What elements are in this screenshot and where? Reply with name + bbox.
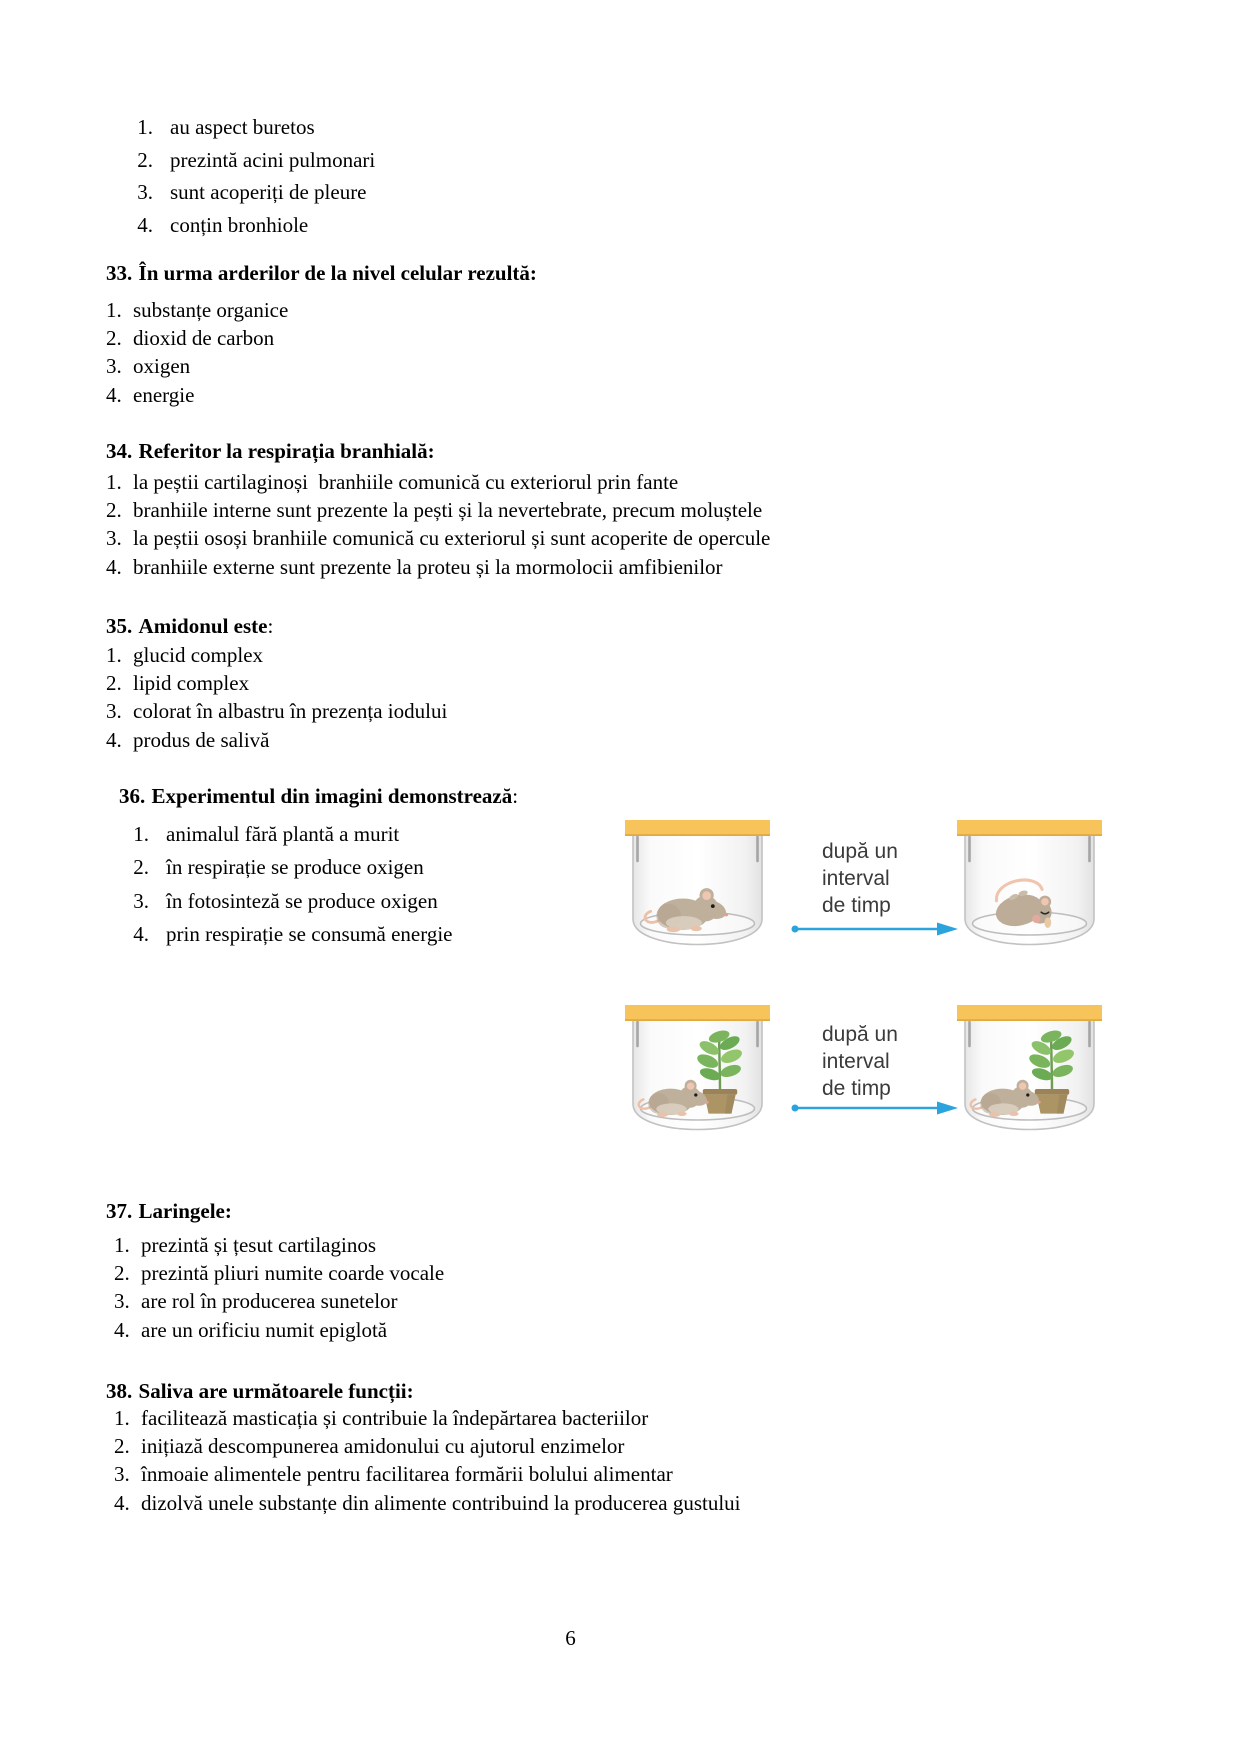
list-item: 2. prezintă pliuri numite coarde vocale <box>114 1261 445 1286</box>
question-37-options <box>114 1231 444 1344</box>
list-item: 4. branhiile externe sunt prezente la proteu și la mormolocii amfibienilor <box>106 554 723 579</box>
list-item: 4. dizolvă unele substanțe din alimente contribuind la producerea gustului <box>114 1490 741 1515</box>
list-item: 3. la peștii osoși branhiile comunică cu exteriorul și sunt acoperite de opercule <box>106 526 771 551</box>
question-34-options <box>106 468 770 581</box>
right-arrow-icon <box>790 1100 960 1116</box>
list-item: 4. energie <box>106 382 195 407</box>
list-item: 2. prezintă acini pulmonari <box>137 147 376 172</box>
question-35-heading: 35. Amidonul este: <box>106 614 274 638</box>
page-number: 6 <box>565 1626 576 1650</box>
list-item: 4. conțin bronhiole <box>137 212 309 237</box>
list-item: 3. înmoaie alimentele pentru facilitarea formării bolului alimentar <box>114 1462 673 1487</box>
intro-options-list <box>129 111 375 241</box>
list-item: 4. prin respirație se consumă energie <box>133 922 453 947</box>
list-item: 2. lipid complex <box>106 671 250 696</box>
arrow-label-row1: după un interval de timp <box>822 840 898 917</box>
list-item: 1. au aspect buretos <box>137 115 315 139</box>
jar-mouse-plant-icon <box>957 1005 1102 1138</box>
list-item: 4. produs de salivă <box>106 727 270 752</box>
list-item: 1. facilitează masticația și contribuie la îndepărtarea bacteriilor <box>114 1406 649 1430</box>
list-item: 2. în respirație se produce oxigen <box>133 855 424 880</box>
list-item: 2. dioxid de carbon <box>106 326 275 351</box>
list-item: 3. în fotosinteză se produce oxigen <box>133 888 438 913</box>
jar-dead-mouse-icon <box>957 820 1102 953</box>
question-35-options <box>106 641 447 754</box>
list-item: 2. branhiile interne sunt prezente la pești și la nevertebrate, precum moluștele <box>106 498 763 523</box>
right-arrow-icon <box>790 921 960 937</box>
question-37-heading: 37. Laringele: <box>106 1199 232 1223</box>
list-item: 1. substanțe organice <box>106 298 289 322</box>
arrow-label-row2: după un interval de timp <box>822 1023 898 1100</box>
question-33-heading: 33. În urma arderilor de la nivel celular rezultă: <box>106 261 537 285</box>
list-item: 3. colorat în albastru în prezența iodului <box>106 699 448 724</box>
list-item: 3. oxigen <box>106 354 191 379</box>
list-item: 3. sunt acoperiți de pleure <box>137 180 367 204</box>
list-item: 4. are un orificiu numit epiglotă <box>114 1317 388 1342</box>
jar-mouse-plant-icon <box>625 1005 770 1138</box>
list-item: 2. inițiază descompunerea amidonului cu ajutorul enzimelor <box>114 1434 625 1459</box>
jar-live-mouse-icon <box>625 820 770 953</box>
question-36-options <box>125 818 453 952</box>
list-item: 1. animalul fără plantă a murit <box>133 822 400 846</box>
list-item: 1. glucid complex <box>106 643 264 667</box>
list-item: 1. prezintă și țesut cartilaginos <box>114 1233 377 1257</box>
list-item: 1. la peștii cartilaginoși branhiile comunică cu exteriorul prin fante <box>106 470 679 494</box>
question-34-heading: 34. Referitor la respirația branhială: <box>106 439 435 463</box>
question-38-heading: 38. Saliva are următoarele funcții: <box>106 1379 414 1403</box>
list-item: 3. are rol în producerea sunetelor <box>114 1289 398 1314</box>
question-38-options <box>114 1404 741 1517</box>
question-36-heading: 36. Experimentul din imagini demonstrează: <box>119 784 519 808</box>
question-33-options <box>106 296 288 409</box>
